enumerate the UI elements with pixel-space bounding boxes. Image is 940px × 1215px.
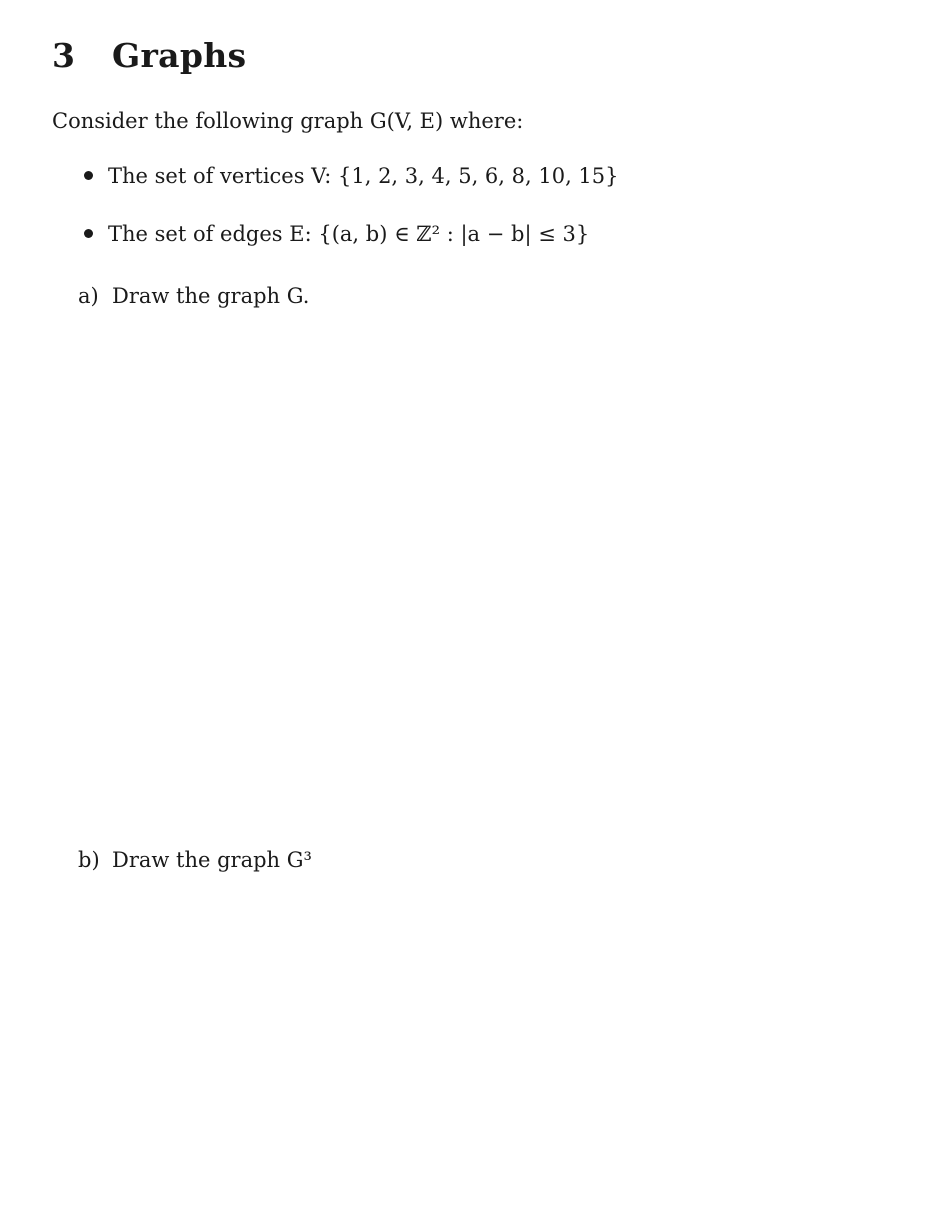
section-number: 3: [52, 36, 76, 75]
bullet-vertices: [84, 164, 619, 188]
part-text: Draw the graph G.: [112, 284, 310, 308]
bullet-label: The set of edges E:: [108, 222, 312, 246]
intro-paragraph: Consider the following graph G(V, E) where:: [52, 109, 524, 133]
answer-space-b: [78, 885, 858, 1195]
answer-space-a: [78, 320, 858, 830]
part-label: a): [78, 284, 99, 308]
bullet-dot-icon: [84, 171, 93, 180]
part-text: Draw the graph G³: [112, 848, 312, 872]
bullet-edges: [84, 222, 589, 246]
question-part-a: [78, 284, 309, 308]
part-label: b): [78, 848, 100, 872]
section-heading: [52, 36, 246, 75]
bullet-dot-icon: [84, 229, 93, 238]
vertex-set: {1, 2, 3, 4, 5, 6, 8, 10, 15}: [338, 164, 619, 188]
section-title: Graphs: [112, 36, 247, 75]
bullet-label: The set of vertices V:: [108, 164, 332, 188]
question-part-b: [78, 848, 312, 872]
edge-set: {(a, b) ∈ ℤ² : |a − b| ≤ 3}: [318, 222, 590, 246]
